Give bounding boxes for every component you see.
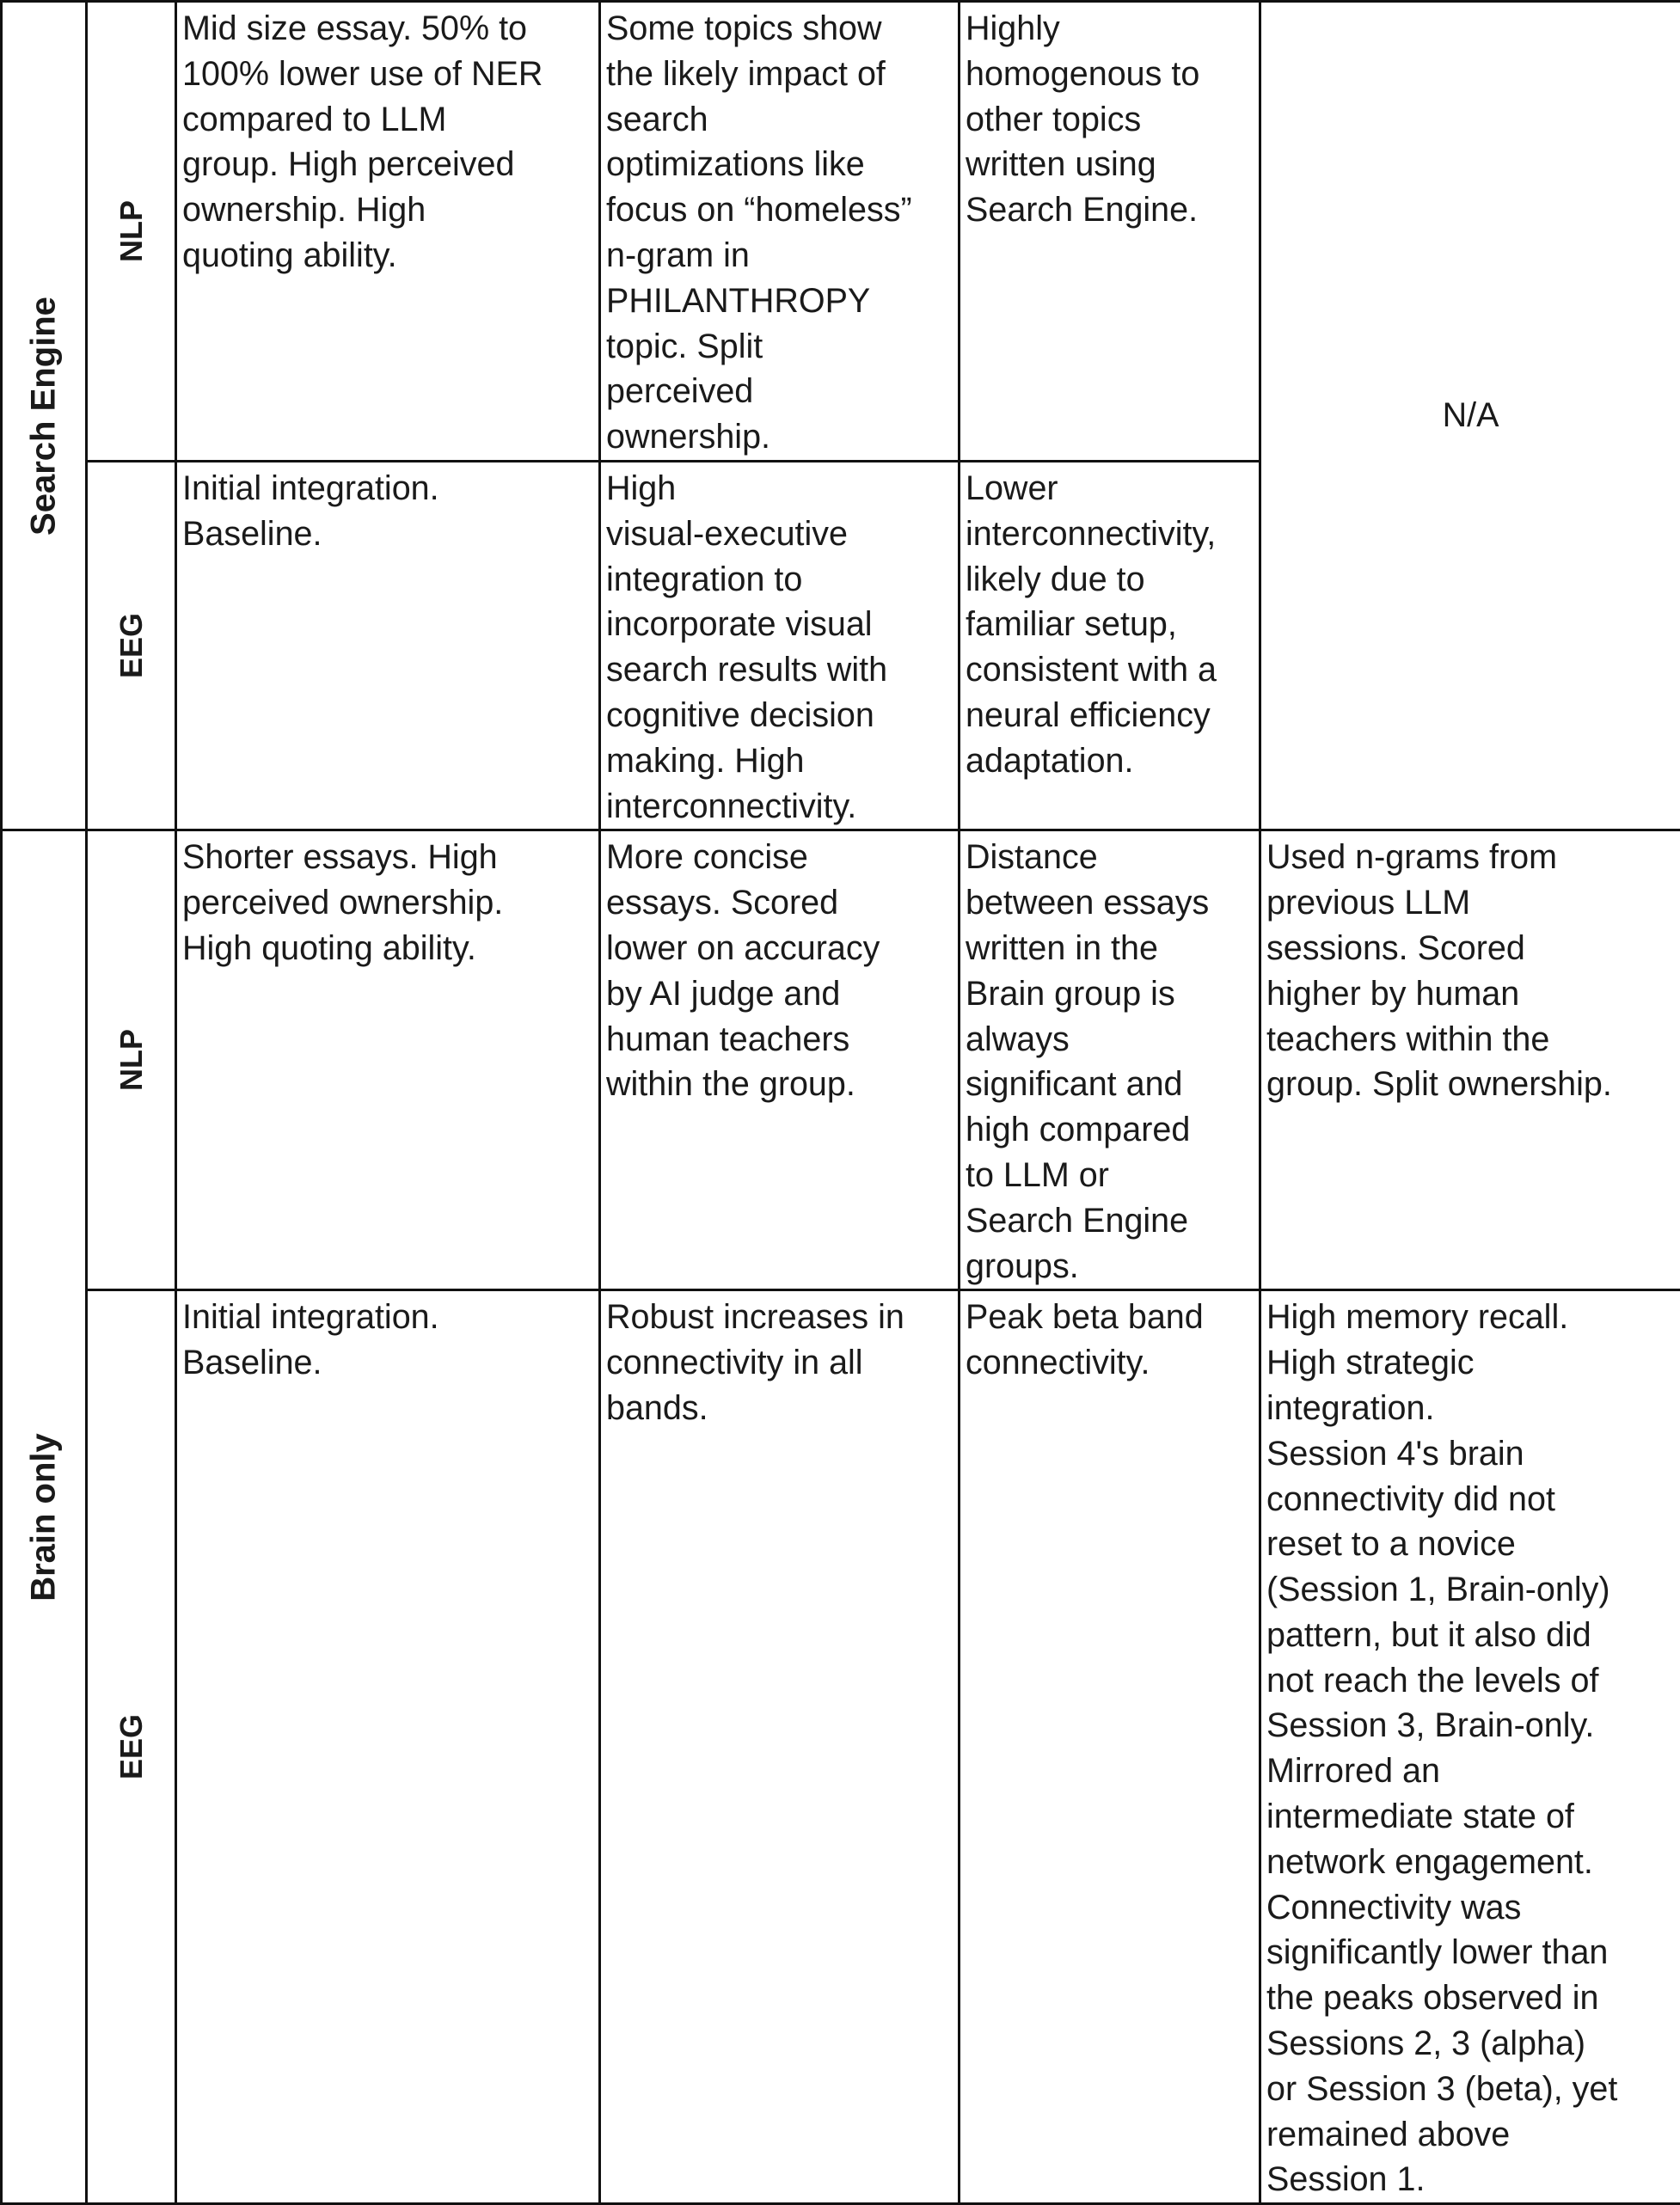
row-type-cell: [87, 2, 176, 462]
row-type-cell: [87, 461, 176, 830]
cell-text: Lower interconnectivity, likely due to familiar setup, consistent with a neural efficiency adaptation.: [960, 462, 1259, 784]
table-cell: [1260, 1290, 1680, 2204]
cell-text: Shorter essays. High perceived ownership. High quoting ability.: [177, 831, 598, 971]
table-cell: [960, 830, 1260, 1290]
cell-text: Peak beta band connectivity.: [960, 1291, 1259, 1386]
table-cell: [1260, 830, 1680, 1290]
row-type-label: NLP: [113, 200, 150, 262]
cell-text: Initial integration. Baseline.: [177, 462, 598, 557]
row-type-label: EEG: [113, 1714, 150, 1779]
table-cell: [176, 461, 600, 830]
cell-text: Mid size essay. 50% to 100% lower use of NER compared to LLM group. High perceived ownership. High quoting ability.: [177, 3, 598, 279]
table-cell: [600, 1290, 960, 2204]
cell-text: High memory recall. High strategic integration. Session 4's brain connectivity did not reset to a novice (Session 1, Brain-only) pattern, but it also did not reach the levels of Session 3, Brain-only. Mirrored an intermediate state of network engagement. Connectivity was significantly lower than the peaks observed in Sessions 2, 3 (alpha) or Session 3 (beta), yet remained above Session 1.: [1261, 1291, 1680, 2202]
row-type-cell: [87, 1290, 176, 2204]
group-label: Brain only: [25, 1433, 64, 1602]
table-cell: [600, 2, 960, 462]
table-cell: [176, 1290, 600, 2204]
cell-text: Some topics show the likely impact of search optimizations like focus on “homeless” n-gram in PHILANTHROPY topic. Split perceived ownership.: [601, 3, 958, 460]
table-cell: [176, 830, 600, 1290]
table-cell: [960, 2, 1260, 462]
cell-text: High visual-executive integration to incorporate visual search results with cognitive decision making. High interconnectivity.: [601, 462, 958, 829]
table-cell: [600, 461, 960, 830]
na-cell: [1260, 2, 1680, 830]
table-cell: [176, 2, 600, 462]
group-label: Search Engine: [25, 297, 64, 536]
table-cell: [600, 830, 960, 1290]
cell-text: Highly homogenous to other topics written using Search Engine.: [960, 3, 1259, 233]
group-cell-search-engine: [2, 2, 87, 830]
cell-text: Initial integration. Baseline.: [177, 1291, 598, 1386]
row-type-cell: [87, 830, 176, 1290]
table-row: [2, 830, 1680, 1290]
table-cell: [960, 1290, 1260, 2204]
table-row: [2, 2, 1680, 462]
cell-text: Used n-grams from previous LLM sessions. Scored higher by human teachers within the group. Split ownership.: [1261, 831, 1680, 1107]
cell-text: More concise essays. Scored lower on accuracy by AI judge and human teachers within the group.: [601, 831, 958, 1107]
cell-text: Robust increases in connectivity in all bands.: [601, 1291, 958, 1430]
group-cell-brain-only: [2, 830, 87, 2204]
table-cell: [960, 461, 1260, 830]
cell-text: N/A: [1261, 393, 1680, 438]
row-type-label: NLP: [113, 1029, 150, 1091]
table-row: [2, 1290, 1680, 2204]
cell-text: Distance between essays written in the Brain group is always significant and high compared to LLM or Search Engine groups.: [960, 831, 1259, 1289]
row-type-label: EEG: [113, 613, 150, 678]
